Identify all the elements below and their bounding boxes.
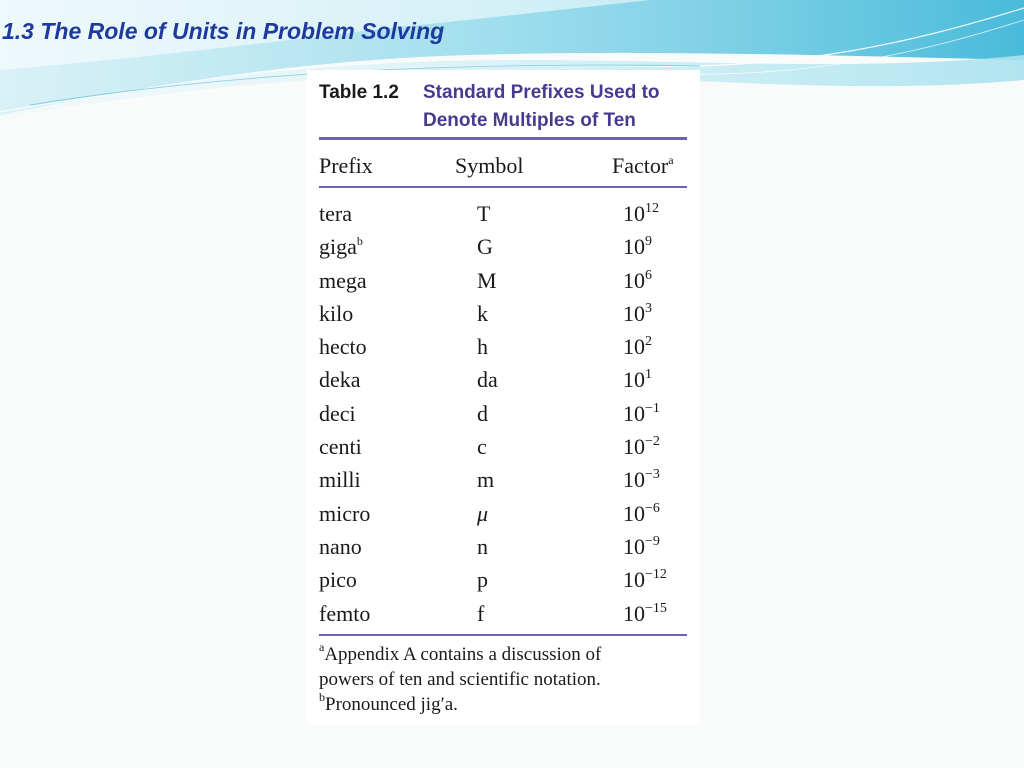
prefix-name: milli — [319, 467, 361, 493]
table-title-line-2: Denote Multiples of Ten — [423, 110, 636, 131]
table-row — [307, 233, 700, 266]
prefix-name: deci — [319, 400, 356, 426]
table-footnotes — [319, 642, 689, 717]
symbol-cell: T — [477, 201, 491, 226]
factor-exponent: −9 — [645, 533, 660, 549]
symbol-cell: d — [477, 400, 488, 426]
prefix-name: kilo — [319, 300, 354, 326]
footnote-b-marker: b — [319, 690, 325, 704]
table-row — [307, 500, 700, 533]
prefix-name: deka — [319, 367, 361, 393]
factor-base: 10 — [623, 234, 645, 260]
factor-exponent: −6 — [645, 500, 660, 516]
prefix-cell — [319, 566, 357, 594]
table-row — [307, 433, 700, 466]
prefix-cell — [319, 600, 370, 628]
factor-base: 10 — [623, 334, 645, 360]
factor-cell — [623, 300, 652, 328]
table-row — [307, 300, 700, 333]
prefix-cell — [319, 300, 353, 328]
factor-exponent: −2 — [645, 434, 660, 450]
prefix-cell — [319, 500, 370, 528]
factor-cell — [623, 400, 660, 428]
table-title — [423, 79, 693, 135]
factor-base: 10 — [623, 400, 645, 426]
prefix-name: tera — [319, 201, 352, 226]
table-row — [307, 267, 700, 300]
factor-cell — [623, 200, 659, 228]
factor-exponent: −12 — [645, 567, 667, 583]
prefix-cell — [319, 200, 352, 228]
table-body — [307, 200, 700, 633]
prefix-table — [307, 70, 700, 725]
factor-base: 10 — [623, 267, 645, 293]
table-top-rule — [319, 137, 687, 140]
table-bottom-rule — [319, 634, 687, 636]
factor-cell — [623, 333, 652, 361]
symbol-cell: f — [477, 600, 485, 626]
prefix-footnote-marker: b — [356, 234, 363, 249]
table-row — [307, 566, 700, 599]
factor-exponent: 2 — [645, 334, 652, 350]
symbol-cell: m — [477, 467, 495, 493]
factor-base: 10 — [623, 533, 645, 559]
factor-exponent: 12 — [645, 201, 659, 216]
table-row — [307, 400, 700, 433]
factor-cell — [623, 500, 660, 528]
prefix-name: hecto — [319, 334, 367, 360]
prefix-cell — [319, 533, 362, 561]
prefix-cell — [319, 366, 361, 394]
table-number: Table 1.2 — [319, 82, 399, 103]
factor-cell — [623, 533, 660, 561]
prefix-name: mega — [319, 267, 367, 293]
column-header-symbol: Symbol — [455, 153, 524, 178]
factor-base: 10 — [623, 467, 645, 493]
column-header-prefix: Prefix — [319, 153, 373, 178]
table-row — [307, 600, 700, 633]
table-row — [307, 333, 700, 366]
symbol-cell: M — [477, 267, 497, 293]
footnote-b — [319, 692, 689, 717]
prefix-cell — [319, 400, 356, 428]
prefix-name: pico — [319, 567, 357, 593]
factor-base: 10 — [623, 500, 645, 526]
factor-base: 10 — [623, 367, 645, 393]
footnote-a-text-1: Appendix A contains a discussion of — [324, 644, 602, 665]
symbol-cell: n — [477, 533, 488, 559]
prefix-name: femto — [319, 600, 371, 626]
table-header-rule — [319, 186, 687, 188]
symbol-cell: c — [477, 434, 487, 460]
prefix-name: nano — [319, 533, 362, 559]
factor-cell — [623, 566, 667, 594]
footnote-a-marker: a — [319, 640, 325, 654]
symbol-cell: k — [477, 300, 488, 326]
factor-cell — [623, 433, 660, 461]
factor-exponent: −15 — [645, 600, 667, 616]
factor-cell — [623, 267, 652, 295]
factor-exponent: −3 — [645, 467, 660, 483]
factor-exponent: −1 — [645, 400, 660, 416]
prefix-name: giga — [319, 234, 357, 260]
footnote-b-text: Pronounced jig′a. — [325, 694, 458, 715]
factor-cell — [623, 233, 652, 261]
table-row — [307, 533, 700, 566]
table-row — [307, 366, 700, 399]
factor-base: 10 — [623, 201, 645, 226]
prefix-cell — [319, 267, 367, 295]
symbol-cell: G — [477, 234, 493, 260]
prefix-name: micro — [319, 500, 371, 526]
table-row — [307, 466, 700, 499]
column-header-factor-footnote-marker: a — [668, 153, 674, 167]
symbol-cell: da — [477, 367, 498, 393]
factor-base: 10 — [623, 600, 645, 626]
factor-exponent: 6 — [645, 267, 652, 283]
factor-exponent: 1 — [645, 367, 652, 383]
factor-exponent: 9 — [645, 234, 652, 250]
symbol-cell: μ — [477, 500, 489, 526]
table-row — [307, 200, 700, 233]
footnote-a-text-2: powers of ten and scientific notation. — [319, 669, 601, 690]
factor-base: 10 — [623, 300, 645, 326]
slide-title: 1.3 The Role of Units in Problem Solving — [2, 18, 445, 44]
prefix-cell — [319, 333, 367, 361]
prefix-cell — [319, 433, 362, 461]
symbol-cell: p — [477, 567, 488, 593]
factor-cell — [623, 366, 652, 394]
factor-base: 10 — [623, 567, 645, 593]
column-header-factor-label: Factor — [612, 153, 669, 178]
factor-exponent: 3 — [645, 300, 652, 316]
prefix-cell — [319, 466, 361, 494]
factor-cell — [623, 600, 667, 628]
column-header-factor — [612, 152, 674, 180]
prefix-cell — [319, 233, 363, 261]
table-title-line-1: Standard Prefixes Used to — [423, 82, 660, 103]
symbol-cell: h — [477, 334, 488, 360]
prefix-name: centi — [319, 434, 362, 460]
factor-cell — [623, 466, 660, 494]
factor-base: 10 — [623, 434, 645, 460]
footnote-a-line-1 — [319, 642, 689, 667]
